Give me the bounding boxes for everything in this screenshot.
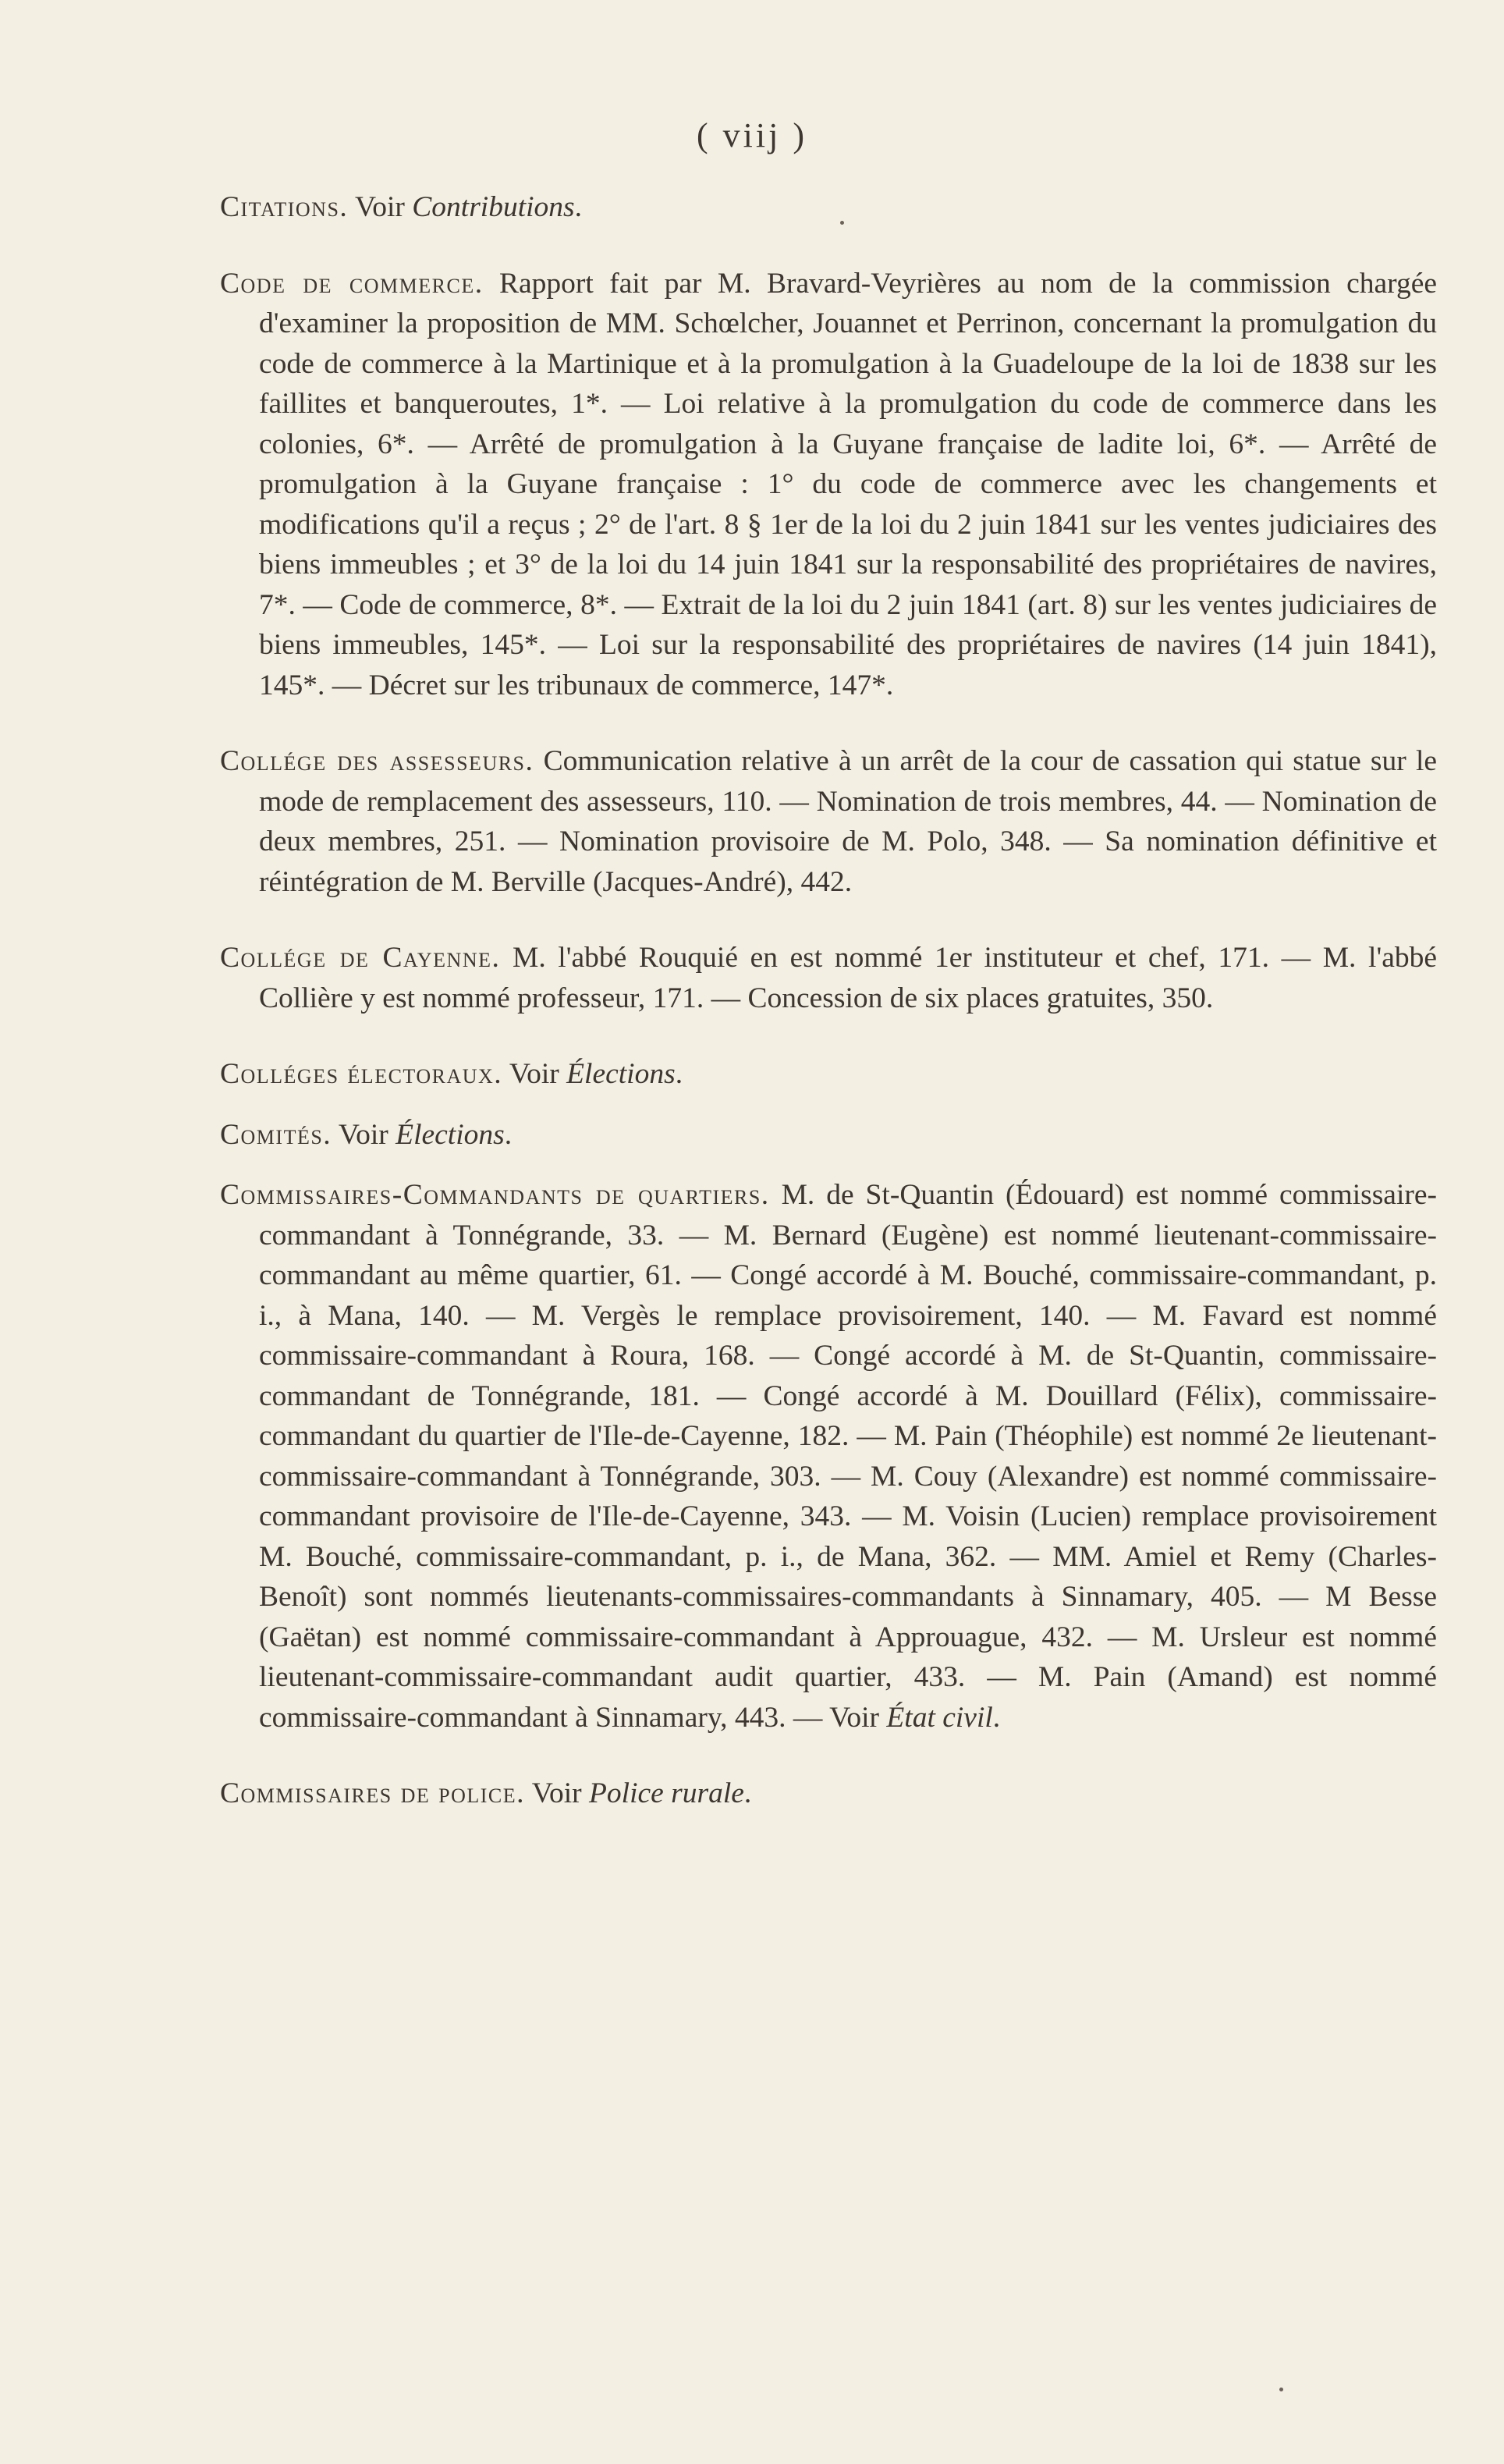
index-entry-colleges-electoraux [220, 1054, 1437, 1095]
index-entry-commissaires-de-police [220, 1773, 1437, 1814]
index-content [220, 187, 1437, 1814]
entry-text: M. de St-Quantin (Édouard) est nommé commissaire-commandant à Tonnégrande, 33. — M. Bernard (Eugène) est nommé lieutenant-commissaire-commandant au même quartier, 61. — Congé accordé à M. Bouché, commissaire-commandant, p. i., à Mana, 140. — M. Vergès le remplace provisoirement, 140. — M. Favard est nommé commissaire-commandant à Roura, 168. — Congé accordé à M. de St-Quantin, commissaire-commandant de Tonnégrande, 181. — Congé accordé à M. Douillard (Félix), commissaire-commandant du quartier de l'Ile-de-Cayenne, 182. — M. Pain (Théophile) est nommé 2e lieutenant-commissaire-commandant à Tonnégrande, 303. — M. Couy (Alexandre) est nommé commissaire-commandant provisoire de l'Ile-de-Cayenne, 343. — M. Voisin (Lucien) remplace provisoirement M. Bouché, commissaire-commandant, p. i., de Mana, 362. — MM. Amiel et Remy (Charles-Benoît) sont nommés lieutenants-commissaires-commandants à Sinnamary, 405. — M Besse (Gaëtan) est nommé commissaire-commandant à Approuague, 432. — M. Ursleur est nommé lieutenant-commissaire-commandant audit quartier, 433. — M. Pain (Amand) est nommé commissaire-commandant à Sinnamary, 443. — Voir [259, 1179, 1437, 1734]
index-entry-commissaires-commandants [220, 1175, 1437, 1738]
entry-tail: . [992, 1701, 1001, 1734]
entry-heading: Comités. [220, 1118, 332, 1151]
print-speck [840, 221, 844, 225]
entry-tail: . [743, 1777, 752, 1809]
entry-text: Voir [332, 1118, 396, 1151]
entry-cross-reference: Élections [396, 1118, 505, 1151]
entry-heading: Code de commerce. [220, 267, 484, 300]
entry-heading: Colléges électoraux. [220, 1058, 503, 1090]
entry-cross-reference: Police rurale [589, 1777, 744, 1809]
index-entry-code-de-commerce [220, 264, 1437, 706]
entry-heading: Commissaires-Commandants de quartiers. [220, 1179, 770, 1211]
entry-tail: . [574, 191, 583, 223]
entry-text: M. l'abbé Rouquié en est nommé 1er instituteur et chef, 171. — M. l'abbé Collière y est nommé professeur, 171. — Concession de six places gratuites, 350. [259, 942, 1437, 1014]
index-entry-college-de-cayenne [220, 938, 1437, 1018]
entry-text: Rapport fait par M. Bravard-Veyrières au nom de la commission chargée d'examiner la proposition de MM. Schœlcher, Jouannet et Perrinon, concernant la promulgation du code de commerce à la Martinique et à la promulgation à la Guadeloupe de la loi de 1838 sur les faillites et banqueroutes, 1*. — Loi relative à la promulgation du code de commerce dans les colonies, 6*. — Arrêté de promulgation à la Guyane française de ladite loi, 6*. — Arrêté de promulgation à la Guyane française : 1° du code de commerce avec les changements et modifications qu'il a reçus ; 2° de l'art. 8 § 1er de la loi du 2 juin 1841 sur les ventes judiciaires des biens immeubles ; et 3° de la loi du 14 juin 1841 sur la responsabilité des propriétaires de navires, 7*. — Code de commerce, 8*. — Extrait de la loi du 2 juin 1841 (art. 8) sur les ventes judiciaires de biens immeubles, 145*. — Loi sur la responsabilité des propriétaires de navires (14 juin 1841), 145*. — Décret sur les tribunaux de commerce, 147*. [259, 267, 1437, 701]
entry-heading: Commissaires de police. [220, 1777, 526, 1809]
entry-text: Communication relative à un arrêt de la cour de cassation qui statue sur le mode de remplacement des assesseurs, 110. — Nomination de trois membres, 44. — Nomination de deux membres, 251. — Nomination provisoire de M. Polo, 348. — Sa nomination définitive et réintégration de M. Berville (Jacques-André), 442. [259, 745, 1438, 898]
index-entry-comites [220, 1115, 1437, 1156]
entry-text: Voir [525, 1777, 589, 1809]
entry-cross-reference: État civil [886, 1701, 993, 1734]
entry-cross-reference: Élections [566, 1058, 676, 1090]
entry-heading: Collége de Cayenne. [220, 942, 501, 974]
index-entry-college-des-assesseurs [220, 741, 1437, 902]
entry-cross-reference: Contributions [412, 191, 575, 223]
entry-tail: . [504, 1118, 513, 1151]
entry-text: Voir [348, 191, 413, 223]
entry-tail: . [675, 1058, 683, 1090]
page-number: ( viij ) [697, 116, 807, 154]
entry-heading: Collége des assesseurs. [220, 745, 534, 777]
index-entry-citations [220, 187, 1437, 228]
entry-text: Voir [502, 1058, 567, 1090]
entry-heading: Citations. [220, 191, 349, 223]
print-speck [1279, 2388, 1283, 2391]
